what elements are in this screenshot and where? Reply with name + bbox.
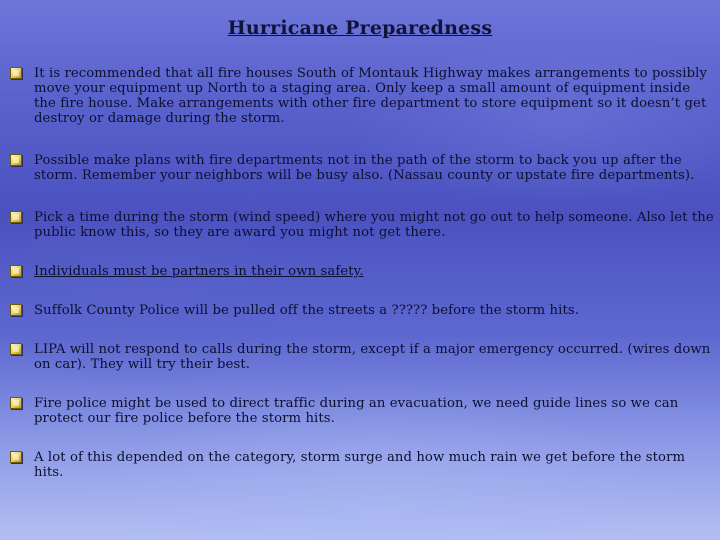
bullet-item bbox=[8, 450, 714, 480]
bullet-item bbox=[8, 66, 714, 126]
bullet-text: Possible make plans with fire departments not in the path of the storm to back you up after the storm. Remember your neighbors will be busy also. (Nassau county or upstate fire departments). bbox=[34, 153, 695, 183]
bullet-text: Fire police might be used to direct traffic during an evacuation, we need guide lines so we can protect our fire police before the storm hits. bbox=[34, 396, 679, 426]
square-bullet-icon bbox=[10, 154, 22, 166]
slide-title: Hurricane Preparedness bbox=[227, 17, 493, 39]
bullet-text: Individuals must be partners in their own safety. bbox=[34, 264, 364, 279]
square-bullet-icon bbox=[10, 304, 22, 316]
bullet-item bbox=[8, 396, 714, 426]
bullet-list bbox=[8, 66, 714, 480]
square-bullet-icon bbox=[10, 397, 22, 409]
bullet-text: Suffolk County Police will be pulled off the streets a ????? before the storm hits. bbox=[34, 303, 580, 318]
square-bullet-icon bbox=[10, 451, 22, 463]
bullet-item bbox=[8, 210, 714, 240]
bullet-text: It is recommended that all fire houses South of Montauk Highway makes arrangements to possibly move your equipment up North to a staging area. Only keep a small amount of equipment inside the fire house. Make arrangements with other fire department to store equipment so it doesn’t get destroy or damage during the storm. bbox=[34, 66, 708, 126]
square-bullet-icon bbox=[10, 265, 22, 277]
square-bullet-icon bbox=[10, 67, 22, 79]
square-bullet-icon bbox=[10, 343, 22, 355]
bullet-item bbox=[8, 264, 714, 279]
bullet-text: LIPA will not respond to calls during the storm, except if a major emergency occurred. (wires down on car). They will try their best. bbox=[34, 342, 711, 372]
square-bullet-icon bbox=[10, 211, 22, 223]
bullet-text: Pick a time during the storm (wind speed) where you might not go out to help someone. Also let the public know this, so they are award you might not get there. bbox=[34, 210, 714, 240]
bullet-text: A lot of this depended on the category, storm surge and how much rain we get before the storm hits. bbox=[34, 450, 686, 480]
bullet-item bbox=[8, 342, 714, 372]
bullet-item bbox=[8, 153, 714, 183]
bullet-item bbox=[8, 303, 714, 318]
